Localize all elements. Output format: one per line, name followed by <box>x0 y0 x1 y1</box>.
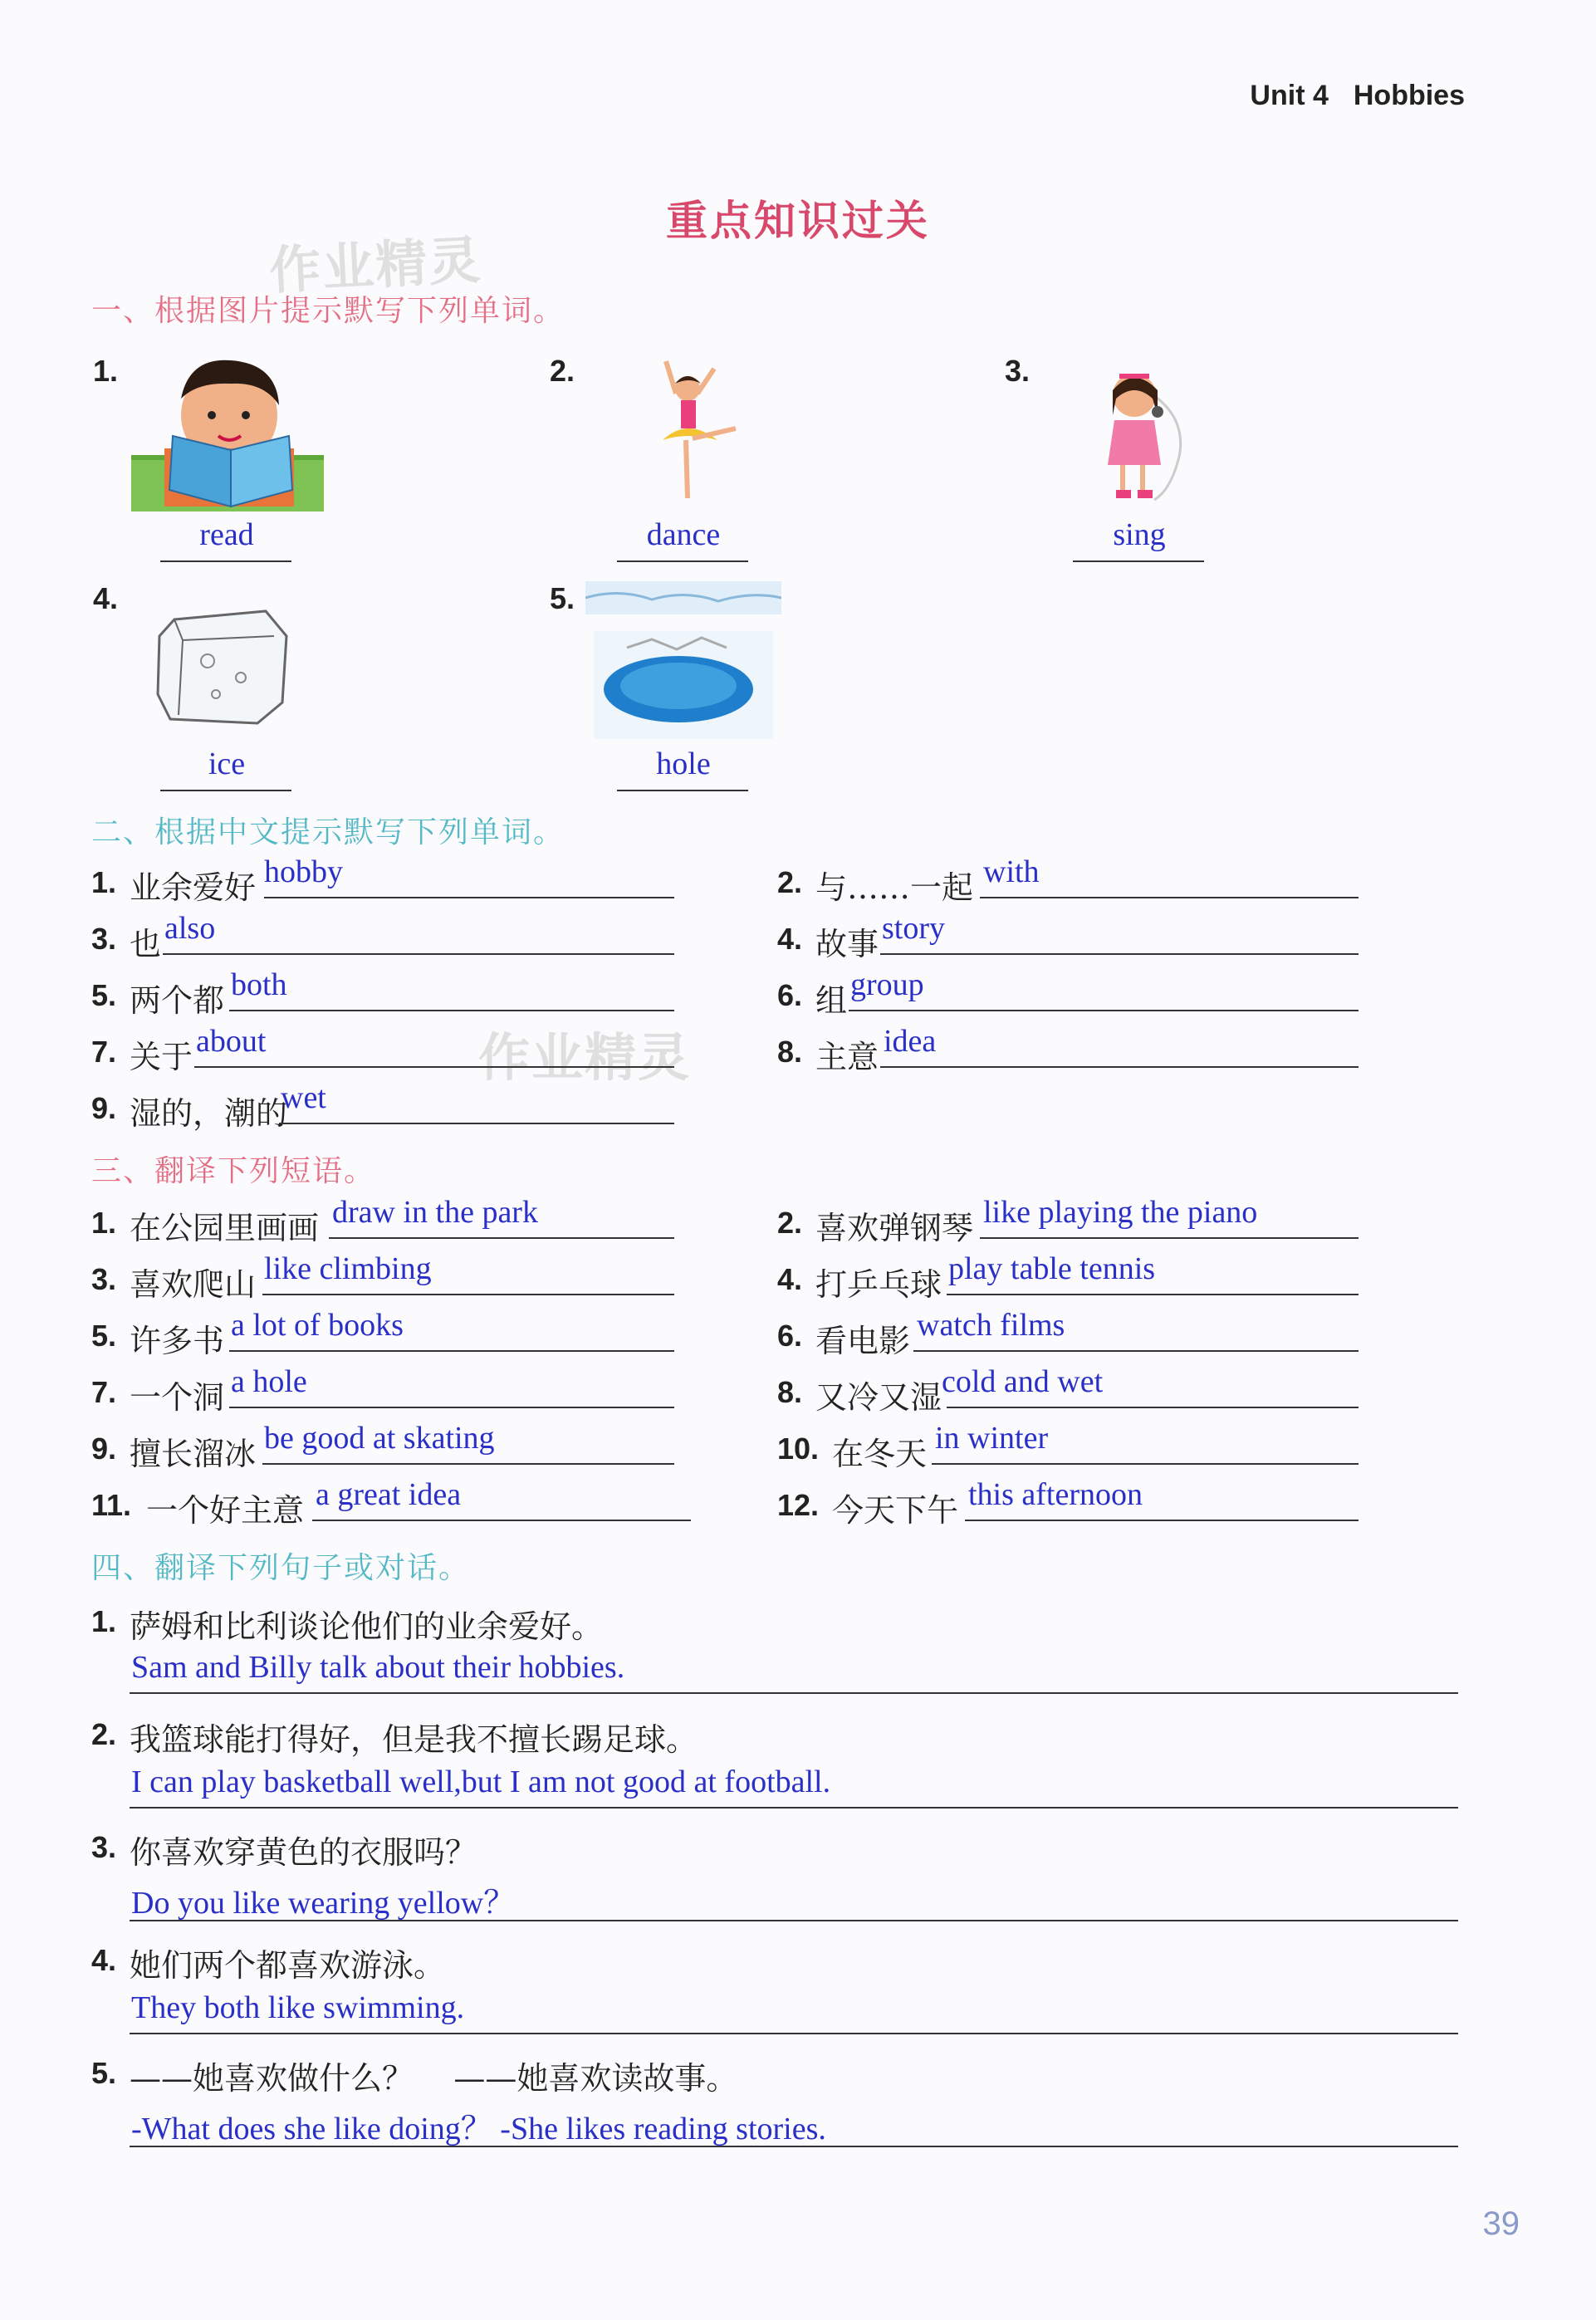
answer-text: hobby <box>264 854 343 889</box>
chinese-prompt: 喜欢爬山 <box>130 1266 257 1303</box>
chinese-prompt: 业余爱好 <box>130 869 257 906</box>
answer-line <box>130 2033 1458 2034</box>
item-number: 3. <box>91 1262 117 1296</box>
answer-line <box>194 1066 674 1068</box>
item-number: 3. <box>91 1830 117 1864</box>
answer-line <box>312 1520 691 1521</box>
chinese-prompt: 打乒乓球 <box>815 1266 942 1303</box>
ballet-girl-icon <box>639 357 739 507</box>
answer-line <box>947 1294 1359 1295</box>
chinese-prompt: 关于 <box>130 1039 193 1075</box>
chinese-prompt: 喜欢弹钢琴 <box>815 1210 974 1246</box>
page-number: 39 <box>1482 2205 1520 2242</box>
answer-text: a hole <box>231 1364 307 1399</box>
answer-line <box>913 1350 1359 1352</box>
answer-text: draw in the park <box>332 1195 538 1230</box>
answer-text: like climbing <box>264 1251 432 1286</box>
chinese-sentence: ——她喜欢做什么？ ——她喜欢读故事。 <box>130 2060 738 2097</box>
chinese-sentence: 她们两个都喜欢游泳。 <box>130 1947 446 1984</box>
item-number: 5. <box>91 978 117 1012</box>
item-number: 2. <box>550 354 575 388</box>
item-number: 7. <box>91 1035 117 1069</box>
item-number: 6. <box>777 1319 803 1353</box>
item-number: 9. <box>91 1432 117 1466</box>
answer-text: group <box>850 967 924 1002</box>
answer-text: dance <box>646 517 721 552</box>
chinese-prompt: 一个好主意 <box>146 1492 305 1529</box>
item-number: 2. <box>91 1717 117 1751</box>
answer-text: wet <box>281 1080 326 1115</box>
item-number: 12. <box>777 1488 820 1522</box>
answer-text: hole <box>656 746 711 781</box>
answer-line <box>130 2146 1458 2147</box>
item-number: 9. <box>91 1091 117 1125</box>
answer-line <box>229 1407 674 1408</box>
answer-line <box>980 897 1359 898</box>
answer-line <box>849 1010 1359 1011</box>
answer-text: read <box>199 517 254 552</box>
answer-text: with <box>983 854 1040 889</box>
item-number: 3. <box>1005 354 1031 388</box>
chinese-prompt: 主意 <box>815 1039 879 1075</box>
answer-line <box>1073 560 1204 562</box>
page-title: 重点知识过关 <box>666 196 930 245</box>
chinese-prompt: 也 <box>130 926 162 962</box>
item-number: 6. <box>777 978 803 1012</box>
item-number: 7. <box>91 1375 117 1409</box>
answer-line <box>160 560 291 562</box>
answer-line <box>329 1237 674 1239</box>
chinese-prompt: 故事 <box>815 926 879 962</box>
item-number: 2. <box>777 865 803 899</box>
answer-text: story <box>882 911 945 946</box>
answer-line <box>932 1463 1359 1465</box>
answer-line <box>130 1692 1458 1694</box>
answer-text: Sam and Billy talk about their hobbies. <box>131 1650 625 1685</box>
answer-text: like playing the piano <box>983 1195 1258 1230</box>
answer-line <box>262 1463 674 1465</box>
answer-text: both <box>231 967 287 1002</box>
item-number: 5. <box>91 2056 117 2090</box>
answer-text: They both like swimming. <box>131 1990 465 2025</box>
answer-text: Do you like wearing yellow？ <box>131 1886 516 1921</box>
answer-text: -What does she like doing？ -She likes reading stories. <box>131 2112 826 2146</box>
chinese-prompt: 两个都 <box>130 982 225 1019</box>
answer-line <box>980 1237 1359 1239</box>
answer-text: idea <box>884 1024 937 1059</box>
boy-reading-book-icon <box>131 357 324 511</box>
answer-line <box>279 1123 674 1124</box>
watermark: 作业精灵 <box>478 1027 692 1088</box>
section-3-title: 三、翻译下列短语。 <box>91 1154 376 1188</box>
answer-line <box>880 1066 1359 1068</box>
unit-label: Unit 4 <box>1250 80 1329 111</box>
answer-line <box>160 790 291 791</box>
answer-text: in winter <box>935 1421 1049 1456</box>
chinese-sentence: 你喜欢穿黄色的衣服吗？ <box>130 1834 477 1871</box>
chinese-sentence: 萨姆和比利谈论他们的业余爱好。 <box>130 1608 604 1645</box>
girl-singing-microphone-icon <box>1088 365 1196 507</box>
chinese-prompt: 又冷又湿 <box>815 1379 942 1416</box>
answer-line <box>163 953 674 955</box>
item-number: 4. <box>777 922 803 956</box>
item-number: 1. <box>91 1206 117 1240</box>
answer-line <box>264 897 674 898</box>
item-number: 4. <box>777 1262 803 1296</box>
section-1-title: 一、根据图片提示默写下列单词。 <box>91 294 565 328</box>
item-number: 1. <box>91 1604 117 1638</box>
answer-line <box>617 790 748 791</box>
answer-text: a lot of books <box>231 1308 404 1343</box>
chinese-prompt: 擅长溜冰 <box>130 1436 257 1472</box>
answer-text: play table tennis <box>948 1251 1156 1286</box>
item-number: 1. <box>93 354 119 388</box>
chinese-prompt: 许多书 <box>130 1323 225 1359</box>
watermark: 作业精灵 <box>267 229 484 301</box>
answer-text: about <box>196 1024 267 1059</box>
answer-line <box>130 1807 1458 1809</box>
chinese-prompt: 组 <box>815 982 848 1019</box>
answer-line <box>262 1294 674 1295</box>
topic-label: Hobbies <box>1353 80 1465 111</box>
item-number: 4. <box>91 1943 117 1977</box>
chinese-prompt: 看电影 <box>815 1323 911 1359</box>
answer-line <box>229 1010 674 1011</box>
chinese-prompt: 在冬天 <box>832 1436 928 1472</box>
page-header <box>1250 80 1465 112</box>
chinese-prompt: 湿的，潮的 <box>130 1095 288 1132</box>
chinese-prompt: 在公园里画画 <box>130 1210 320 1246</box>
section-2-title: 二、根据中文提示默写下列单词。 <box>91 815 565 849</box>
answer-text: also <box>164 911 216 946</box>
answer-text: a great idea <box>316 1477 462 1512</box>
chinese-prompt: 今天下午 <box>832 1492 959 1529</box>
answer-text: be good at skating <box>264 1421 495 1456</box>
answer-text: I can play basketball well,but I am not good at football. <box>131 1764 831 1799</box>
answer-line <box>965 1520 1359 1521</box>
answer-text: cold and wet <box>942 1364 1104 1399</box>
answer-text: sing <box>1113 517 1166 552</box>
item-number: 2. <box>777 1206 803 1240</box>
answer-line <box>617 560 748 562</box>
chinese-prompt: 一个洞 <box>130 1379 225 1416</box>
section-4-title: 四、翻译下列句子或对话。 <box>91 1551 471 1585</box>
item-number: 1. <box>91 865 117 899</box>
answer-line <box>130 1920 1458 1921</box>
item-number: 3. <box>91 922 117 956</box>
item-number: 8. <box>777 1035 803 1069</box>
chinese-prompt: 与……一起 <box>815 869 974 906</box>
answer-line <box>880 953 1359 955</box>
answer-line <box>229 1350 674 1352</box>
ice-cube-icon <box>149 603 299 727</box>
hole-in-ice-icon <box>585 581 781 739</box>
item-number: 4. <box>93 581 119 615</box>
item-number: 5. <box>91 1319 117 1353</box>
answer-text: ice <box>208 746 246 781</box>
item-number: 11. <box>91 1488 132 1522</box>
item-number: 8. <box>777 1375 803 1409</box>
answer-text: this afternoon <box>968 1477 1143 1512</box>
chinese-sentence: 我篮球能打得好，但是我不擅长踢足球。 <box>130 1721 698 1758</box>
answer-text: watch films <box>917 1308 1065 1343</box>
answer-line <box>947 1407 1359 1408</box>
item-number: 10. <box>777 1432 820 1466</box>
item-number: 5. <box>550 581 575 615</box>
